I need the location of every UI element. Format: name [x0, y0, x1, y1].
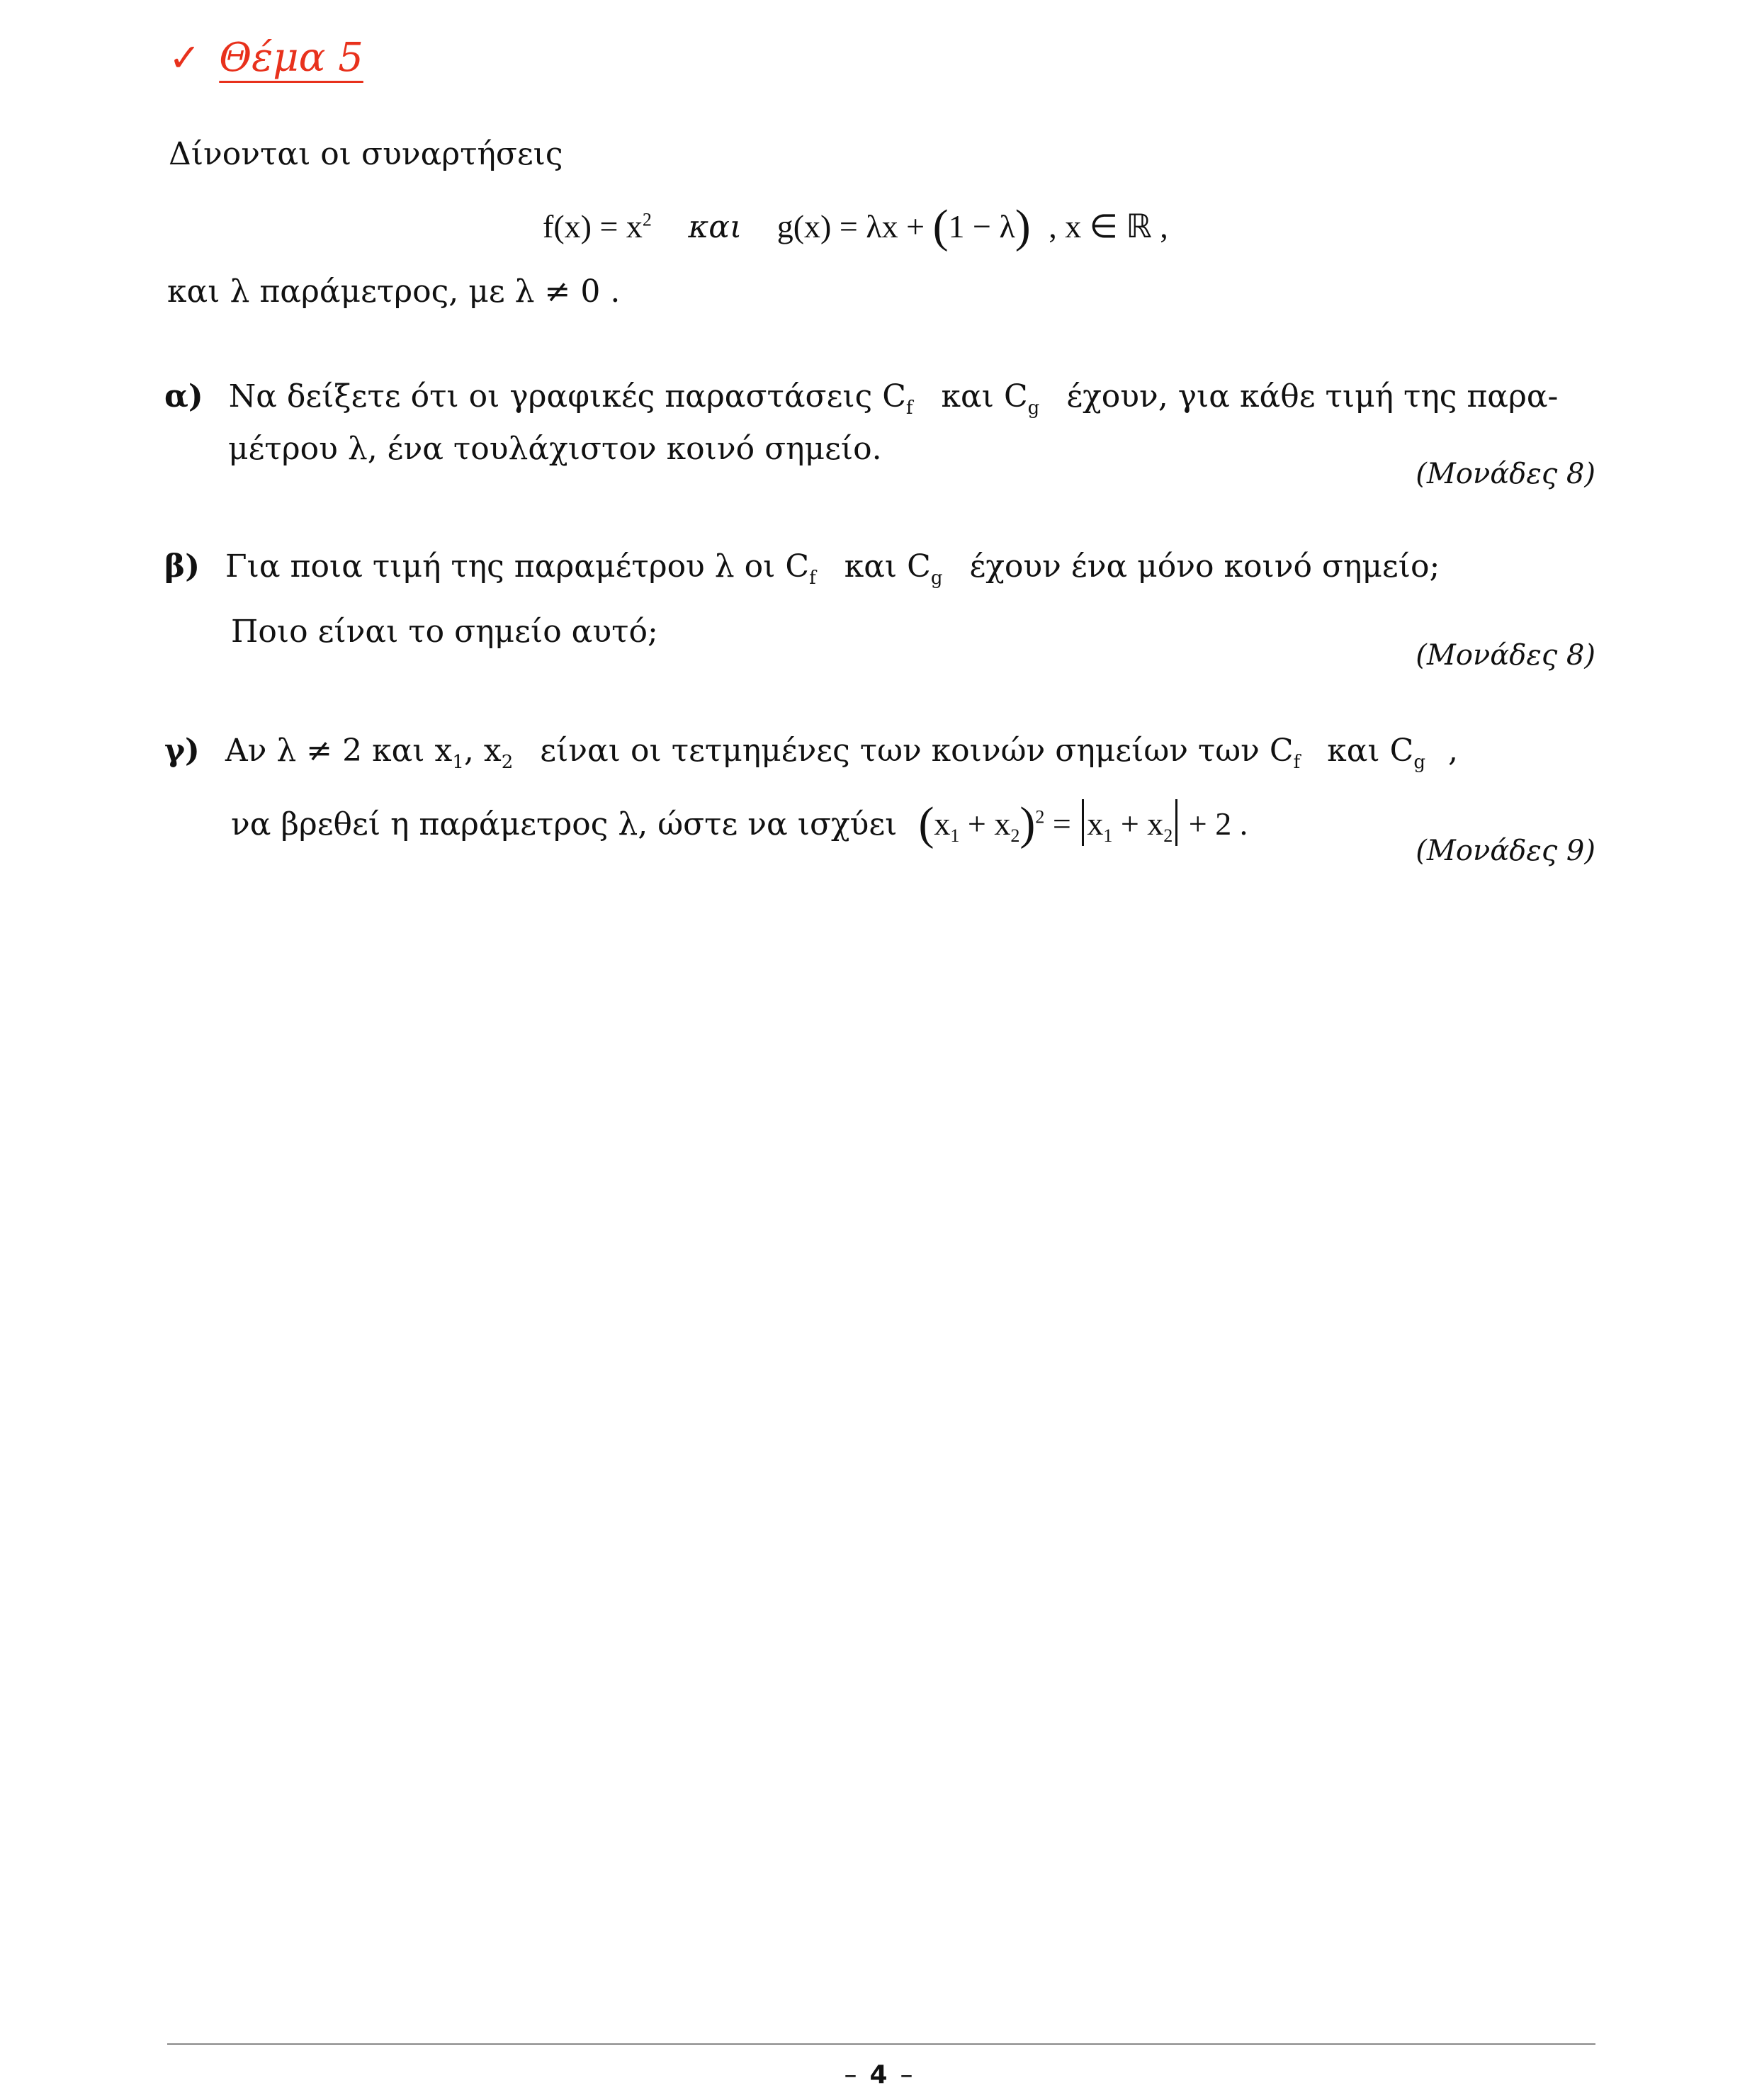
question-a-marks: (Μονάδες 8) — [1416, 458, 1595, 490]
and-c: και C — [844, 548, 931, 585]
subscript-g: g — [1413, 751, 1425, 773]
subscript-2: 2 — [1010, 825, 1020, 847]
paren-close: ) — [1019, 798, 1036, 849]
question-b-line2: Ποιο είναι το σημείο αυτό; — [231, 614, 658, 650]
question-b-text-start: Για ποια τιμή της παραμέτρου λ οι C — [225, 548, 810, 585]
subscript-g: g — [1027, 397, 1040, 419]
formula-g-inner: 1 − λ — [948, 208, 1015, 244]
question-c-text-start: Αν λ ≠ 2 και x — [225, 733, 453, 769]
subscript-2: 2 — [501, 751, 514, 773]
paren-close: ) — [1015, 201, 1031, 252]
function-definitions — [543, 201, 1168, 252]
subscript-f: f — [1293, 751, 1301, 773]
var-x: x — [934, 806, 951, 842]
formula-g: g(x) = λx + — [776, 208, 933, 244]
and-word: και — [688, 209, 742, 245]
exponent: 2 — [642, 209, 652, 230]
question-a-text-end: έχουν, για κάθε τιμή της παρα- — [1066, 378, 1559, 414]
question-b-line1 — [164, 546, 1440, 588]
question-a-line2: μέτρου λ, ένα τουλάχιστον κοινό σημείο. — [228, 431, 882, 467]
var-x: x — [994, 806, 1011, 842]
formula-f: f(x) = x — [543, 208, 643, 244]
paren-open: ( — [932, 201, 949, 252]
var-x: x — [1147, 806, 1164, 842]
subscript-2: 2 — [1163, 825, 1173, 847]
dash-left: – — [844, 2060, 857, 2089]
dash-right: – — [900, 2060, 913, 2089]
question-b-label: β) — [164, 548, 200, 585]
plus: + — [1112, 806, 1148, 842]
page-number-value: 4 — [869, 2060, 888, 2089]
intro-line: Δίνονται οι συναρτήσεις — [169, 136, 563, 172]
subscript-f: f — [809, 567, 816, 589]
and-c: και C — [941, 378, 1028, 414]
parameter-line: και λ παράμετρος, με λ ≠ 0 . — [167, 273, 621, 310]
abs-bar-left — [1082, 799, 1084, 846]
subscript-1: 1 — [1103, 825, 1113, 847]
paren-open: ( — [918, 798, 934, 849]
equation — [918, 798, 1248, 849]
subscript-1: 1 — [950, 825, 960, 847]
var-x: x — [1087, 806, 1104, 842]
question-c-marks: (Μονάδες 9) — [1416, 835, 1595, 867]
question-a-text-start: Να δείξετε ότι οι γραφικές παραστάσεις C — [228, 378, 906, 414]
subscript-g: g — [930, 567, 943, 589]
footer-rule — [167, 2043, 1595, 2045]
question-b-text-end: έχουν ένα μόνο κοινό σημείο; — [969, 548, 1440, 585]
exponent: 2 — [1035, 806, 1045, 828]
checkmark-icon: ✓ — [169, 35, 201, 80]
question-c-text-end: , — [1447, 733, 1458, 769]
question-c-line2-text: να βρεθεί η παράμετρος λ, ώστε να ισχύει — [231, 806, 898, 842]
plus-two: + 2 . — [1180, 806, 1248, 842]
equals: = — [1044, 806, 1080, 842]
abs-bar-right — [1175, 799, 1177, 846]
question-c-text-mid: είναι οι τετμημένες των κοινών σημείων των C — [540, 733, 1294, 769]
and-c: και C — [1327, 733, 1414, 769]
subscript-f: f — [905, 397, 913, 419]
question-a-label: α) — [164, 378, 203, 414]
section-title-text: Θέμα 5 — [219, 35, 363, 81]
question-b-marks: (Μονάδες 8) — [1416, 639, 1595, 672]
section-title — [169, 30, 363, 86]
comma-x: , x — [463, 733, 502, 769]
question-a-line1 — [164, 376, 1558, 418]
plus: + — [959, 806, 995, 842]
question-c-line1 — [164, 730, 1458, 772]
domain: , x ∈ ℝ , — [1049, 208, 1168, 244]
subscript-1: 1 — [452, 751, 464, 773]
question-c-line2 — [231, 798, 1248, 849]
page-number — [0, 2057, 1757, 2093]
question-c-label: γ) — [164, 733, 200, 769]
